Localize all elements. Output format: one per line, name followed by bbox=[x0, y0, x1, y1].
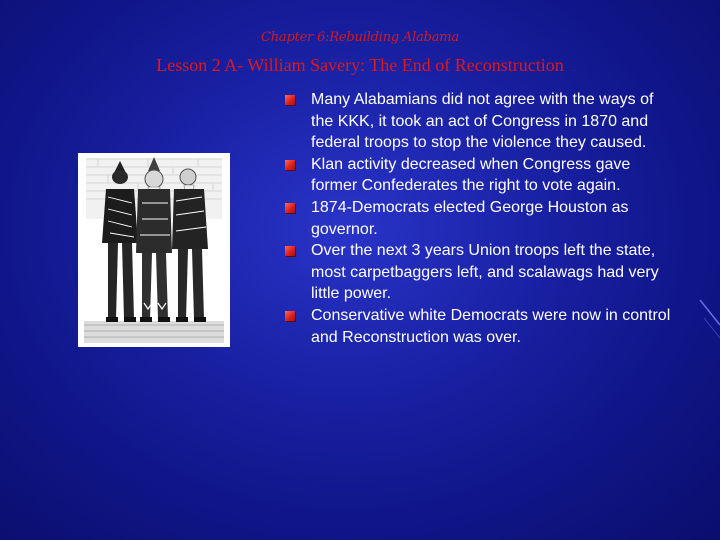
bullet-text: 1874-Democrats elected George Houston as governor. bbox=[311, 198, 629, 238]
bullet-text: Conservative white Democrats were now in control and Reconstruction was over. bbox=[311, 306, 671, 346]
engraving-illustration bbox=[78, 153, 230, 347]
lesson-title: Lesson 2 A- William Savery: The End of Reconstruction bbox=[156, 55, 564, 75]
bullet-item bbox=[285, 305, 680, 348]
bullet-list bbox=[285, 89, 680, 348]
bullet-item bbox=[285, 197, 680, 240]
bullet-text: Many Alabamians did not agree with the ways of the KKK, it took an act of Congress in 1870 and federal troops to stop the violence they caused. bbox=[311, 91, 654, 152]
bullet-text: Over the next 3 years Union troops left the state, most carpetbaggers left, and scalawags had very little power. bbox=[311, 242, 659, 303]
square-bullet-icon bbox=[285, 160, 295, 170]
bullet-item bbox=[285, 89, 680, 154]
chapter-title: Chapter 6:Rebuilding Alabama bbox=[261, 30, 459, 45]
bullet-item bbox=[285, 154, 680, 197]
square-bullet-icon bbox=[285, 311, 295, 321]
bullet-text: Klan activity decreased when Congress gave former Confederates the right to vote again. bbox=[311, 155, 631, 195]
klan-members-engraving bbox=[78, 153, 230, 347]
square-bullet-icon bbox=[285, 203, 295, 213]
bullet-item bbox=[285, 240, 680, 305]
square-bullet-icon bbox=[285, 95, 295, 105]
square-bullet-icon bbox=[285, 246, 295, 256]
